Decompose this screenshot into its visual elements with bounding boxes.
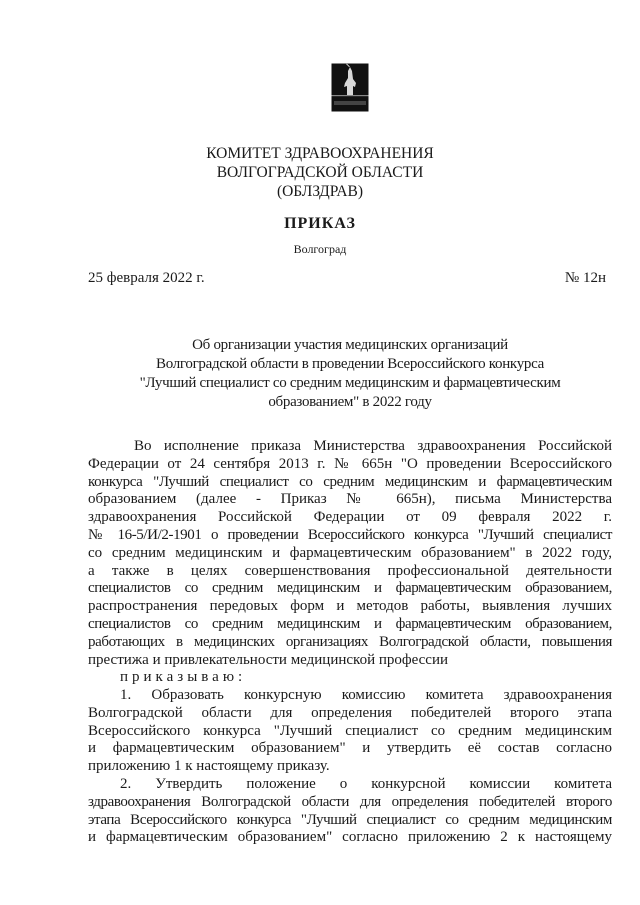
preamble-line: № 16-5/И/2-1901 о проведении Всероссийского конкурса "Лучший специалист [88, 526, 612, 543]
item-1-line: Волгоградской области для определения победителей второго этапа [88, 704, 612, 721]
preamble-line: работающих в медицинских организациях Волгоградской области, повышения [88, 633, 612, 650]
item-1-line: 1. Образовать конкурсную комиссию комитета здравоохранения [120, 687, 612, 703]
subject-line-2: Волгоградской области в проведении Всероссийского конкурса [156, 356, 544, 372]
document-date: 25 февраля 2022 г. [88, 270, 205, 286]
preamble-line: специалистов со средним медицинским и фармацевтическим образованием, [88, 615, 612, 632]
subject-line-4: образованием" в 2022 году [268, 394, 432, 410]
preamble-line: Федерации от 24 сентября 2013 г. № 665н "О проведении Всероссийского [88, 455, 612, 472]
preamble-line: образованием (далее - Приказ № 665н), письма Министерства [88, 491, 612, 508]
item-1-line: приложению 1 к настоящему приказу. [88, 758, 330, 775]
subject-line-1: Об организации участия медицинских организаций [192, 337, 508, 353]
item-2-line: здравоохранения Волгоградской области для определения победителей второго [88, 793, 612, 810]
preamble-line: со средним медицинским и фармацевтическим образованием" в 2022 году, [88, 544, 612, 561]
preamble-line: специалистов со средним медицинским и фармацевтическим образованием, [88, 580, 612, 597]
item-2-line: и фармацевтическим образованием" согласно приложению 2 к настоящему [88, 829, 612, 846]
document-number: № 12н [564, 270, 606, 286]
item-1-line: Всероссийского конкурса "Лучший специалист со средним медицинским [88, 722, 612, 739]
item-2-line: этапа Всероссийского конкурса "Лучший специалист со средним медицинским [88, 811, 612, 828]
org-name-line-1: КОМИТЕТ ЗДРАВООХРАНЕНИЯ [206, 145, 434, 162]
preamble-paragraph [88, 438, 612, 669]
item-1-paragraph [88, 687, 612, 776]
org-name-line-2: ВОЛГОГРАДСКОЙ ОБЛАСТИ [216, 164, 424, 181]
document-city: Волгоград [293, 242, 347, 256]
order-word: приказываю: [120, 669, 247, 685]
preamble-line: Во исполнение приказа Министерства здравоохранения Российской [134, 438, 612, 454]
item-2-paragraph [88, 776, 612, 847]
item-1-line: и фармацевтическим образованием" и утвердить её состав согласно [88, 740, 612, 757]
volgograd-coat-of-arms-icon [331, 63, 369, 112]
preamble-line: престижа и привлекательности медицинской профессии [88, 651, 448, 668]
order-clause [88, 669, 612, 687]
preamble-line: конкурса "Лучший специалист со средним медицинским и фармацевтическим [88, 473, 612, 490]
subject-line-3: "Лучший специалист со средним медицинским и фармацевтическим [139, 375, 561, 391]
preamble-line: здравоохранения Российской Федерации от 09 февраля 2022 г. [88, 509, 612, 526]
item-2-line: 2. Утвердить положение о конкурсной комиссии комитета [120, 776, 612, 792]
document-type: ПРИКАЗ [284, 215, 356, 232]
preamble-line: распространения передовых форм и методов работы, выявления лучших [88, 598, 612, 615]
org-abbreviation: (ОБЛЗДРАВ) [276, 183, 364, 200]
preamble-line: а также в целях совершенствования профессиональной деятельности [88, 562, 612, 579]
